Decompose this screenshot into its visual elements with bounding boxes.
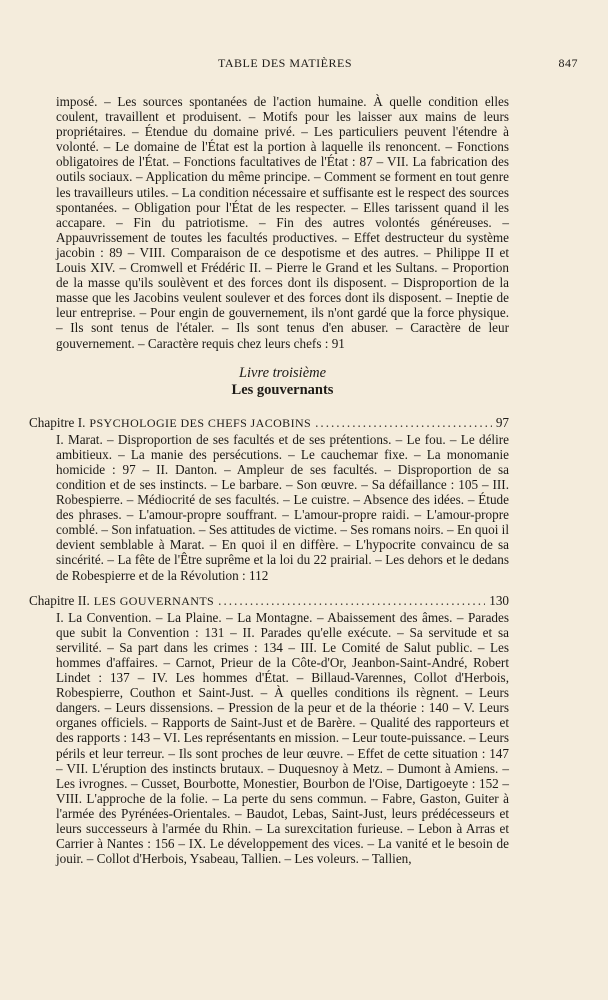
chapter-heading <box>29 415 509 431</box>
running-title: TABLE DES MATIÈRES <box>217 56 353 70</box>
chapter-heading <box>29 593 509 609</box>
chapter-page: 130 <box>489 592 509 608</box>
chapter-page: 97 <box>495 414 509 430</box>
chapter-label: Chapitre I. <box>29 414 86 430</box>
chapter-summary: I. Marat. – Disproportion de ses facultés et de ses prétentions. – Le fou. – Le délire ambitieux. – La manie des persécutions. – Le cauchemar fixe. – La monomanie homicide : 97 – II. Danton. – Ampleur de ses facultés. – Disproportion de sa condition et de ses instincts. – Le barbare. – Son œuvre. – Sa défaillance : 105 – III. Robespierre. – Médiocrité de ses facultés. – Le cuistre. – Absence des idées. – Étude des phrases. – L'amour-propre souffrant. – L'amour-propre raidi. – L'amour-propre comblé. – Son infatuation. – Ses attitudes de victime. – Ses romans noirs. – En quoi il devient semblable à Marat. – En quoi il en diffère. – L'hypocrite convaincu de sa sincérité. – La fête de l'Être suprême et la loi du 22 prairial. – Les dehors et le dedans de Robespierre et de la Révolution : 112 <box>56 431 509 583</box>
chapter-2 <box>29 593 509 867</box>
chapter-title: LES GOUVERNANTS <box>93 593 215 608</box>
chapter-label: Chapitre II. <box>29 592 90 608</box>
book-subtitle: Les gouvernants <box>231 381 334 398</box>
book-title: Livre troisième <box>238 364 327 381</box>
toc-content <box>29 94 509 867</box>
dot-leader <box>315 415 492 430</box>
intro-paragraph: imposé. – Les sources spontanées de l'action humaine. À quelle condition elles coulent, travaillent et produisent. – Motifs pour les laisser aux mains de leurs propriétaires. – Étendue du domaine privé. – Les particuliers peuvent l'étendre à volonté. – Le domaine de l'État est la portion à laquelle ils renoncent. – Fonctions obligatoires de l'État. – Fonctions facultatives de l'État : 87 – VII. La fabrication des outils sociaux. – Application du même principe. – Comment se forment en tout genre les travailleurs utiles. – La condition nécessaire et suffisante est le respect des sources spontanées. – Obligation pour l'État de les respecter. – Elles tarissent quand il les accapare. – Fin du patriotisme. – Fin des autres volontés généreuses. – Appauvrissement de toutes les facultés productives. – Effet destructeur du système jacobin : 89 – VIII. Comparaison de ce despotisme et des autres. – Philippe II et Louis XIV. – Cromwell et Frédéric II. – Pierre le Grand et les Sultans. – Proportion de la masse qu'ils soulèvent et des forces dont ils disposent. – Disproportion de la masse que les Jacobins veulent soulever et des forces dont ils disposent. – Ineptie de leur entreprise. – Pour engin de gouvernement, ils n'ont gardé que la force physique. – Ils sont tenus de l'étaler. – Ils sont tenus d'en abuser. – Caractère de leur gouvernement. – Caractère requis chez leurs chefs : 91 <box>56 94 509 351</box>
page-number: 847 <box>558 56 578 70</box>
chapter-1 <box>29 415 509 583</box>
chapter-title: PSYCHOLOGIE DES CHEFS JACOBINS <box>89 415 312 430</box>
running-head <box>0 56 608 72</box>
dot-leader <box>218 593 485 608</box>
chapter-summary: I. La Convention. – La Plaine. – La Montagne. – Abaissement des âmes. – Parades que subit la Convention : 131 – II. Parades qu'elle exécute. – Sa servitude et sa servilité. – Sa part dans les crimes : 134 – III. Le Comité de Salut public. – Les hommes d'affaires. – Carnot, Prieur de la Côte-d'Or, Jeanbon-Saint-André, Robert Lindet : 137 – IV. Les hommes d'État. – Billaud-Varennes, Collot d'Herbois, Robespierre, Couthon et Saint-Just. – À quelles conditions ils règnent. – Leurs dangers. – Leurs dissensions. – Pression de la peur et de la théorie : 140 – V. Leurs organes officiels. – Rapports de Saint-Just et de Barère. – Qualité des rapporteurs et des rapports : 143 – VI. Les représentants en mission. – Leur toute-puissance. – Leurs périls et leur terreur. – Ils sont proches de leur œuvre. – Effet de cette situation : 147 – VII. L'éruption des instincts brutaux. – Duquesnoy à Metz. – Dumont à Amiens. – Les ivrognes. – Cusset, Bourbotte, Monestier, Bourbon de l'Oise, Dartigoeyte : 152 – VIII. L'approche de la folie. – La perte du sens commun. – Fabre, Gaston, Guiter à l'armée des Pyrénées-Orientales. – Baudot, Lebas, Saint-Just, leurs prédécesseurs et leurs successeurs à l'armée du Rhin. – La surexcitation furieuse. – Lebon à Arras et Carrier à Nantes : 156 – IX. Le développement des vices. – La vanité et le besoin de jouir. – Collot d'Herbois, Ysabeau, Tallien. – Les voleurs. – Tallien, <box>56 609 509 867</box>
